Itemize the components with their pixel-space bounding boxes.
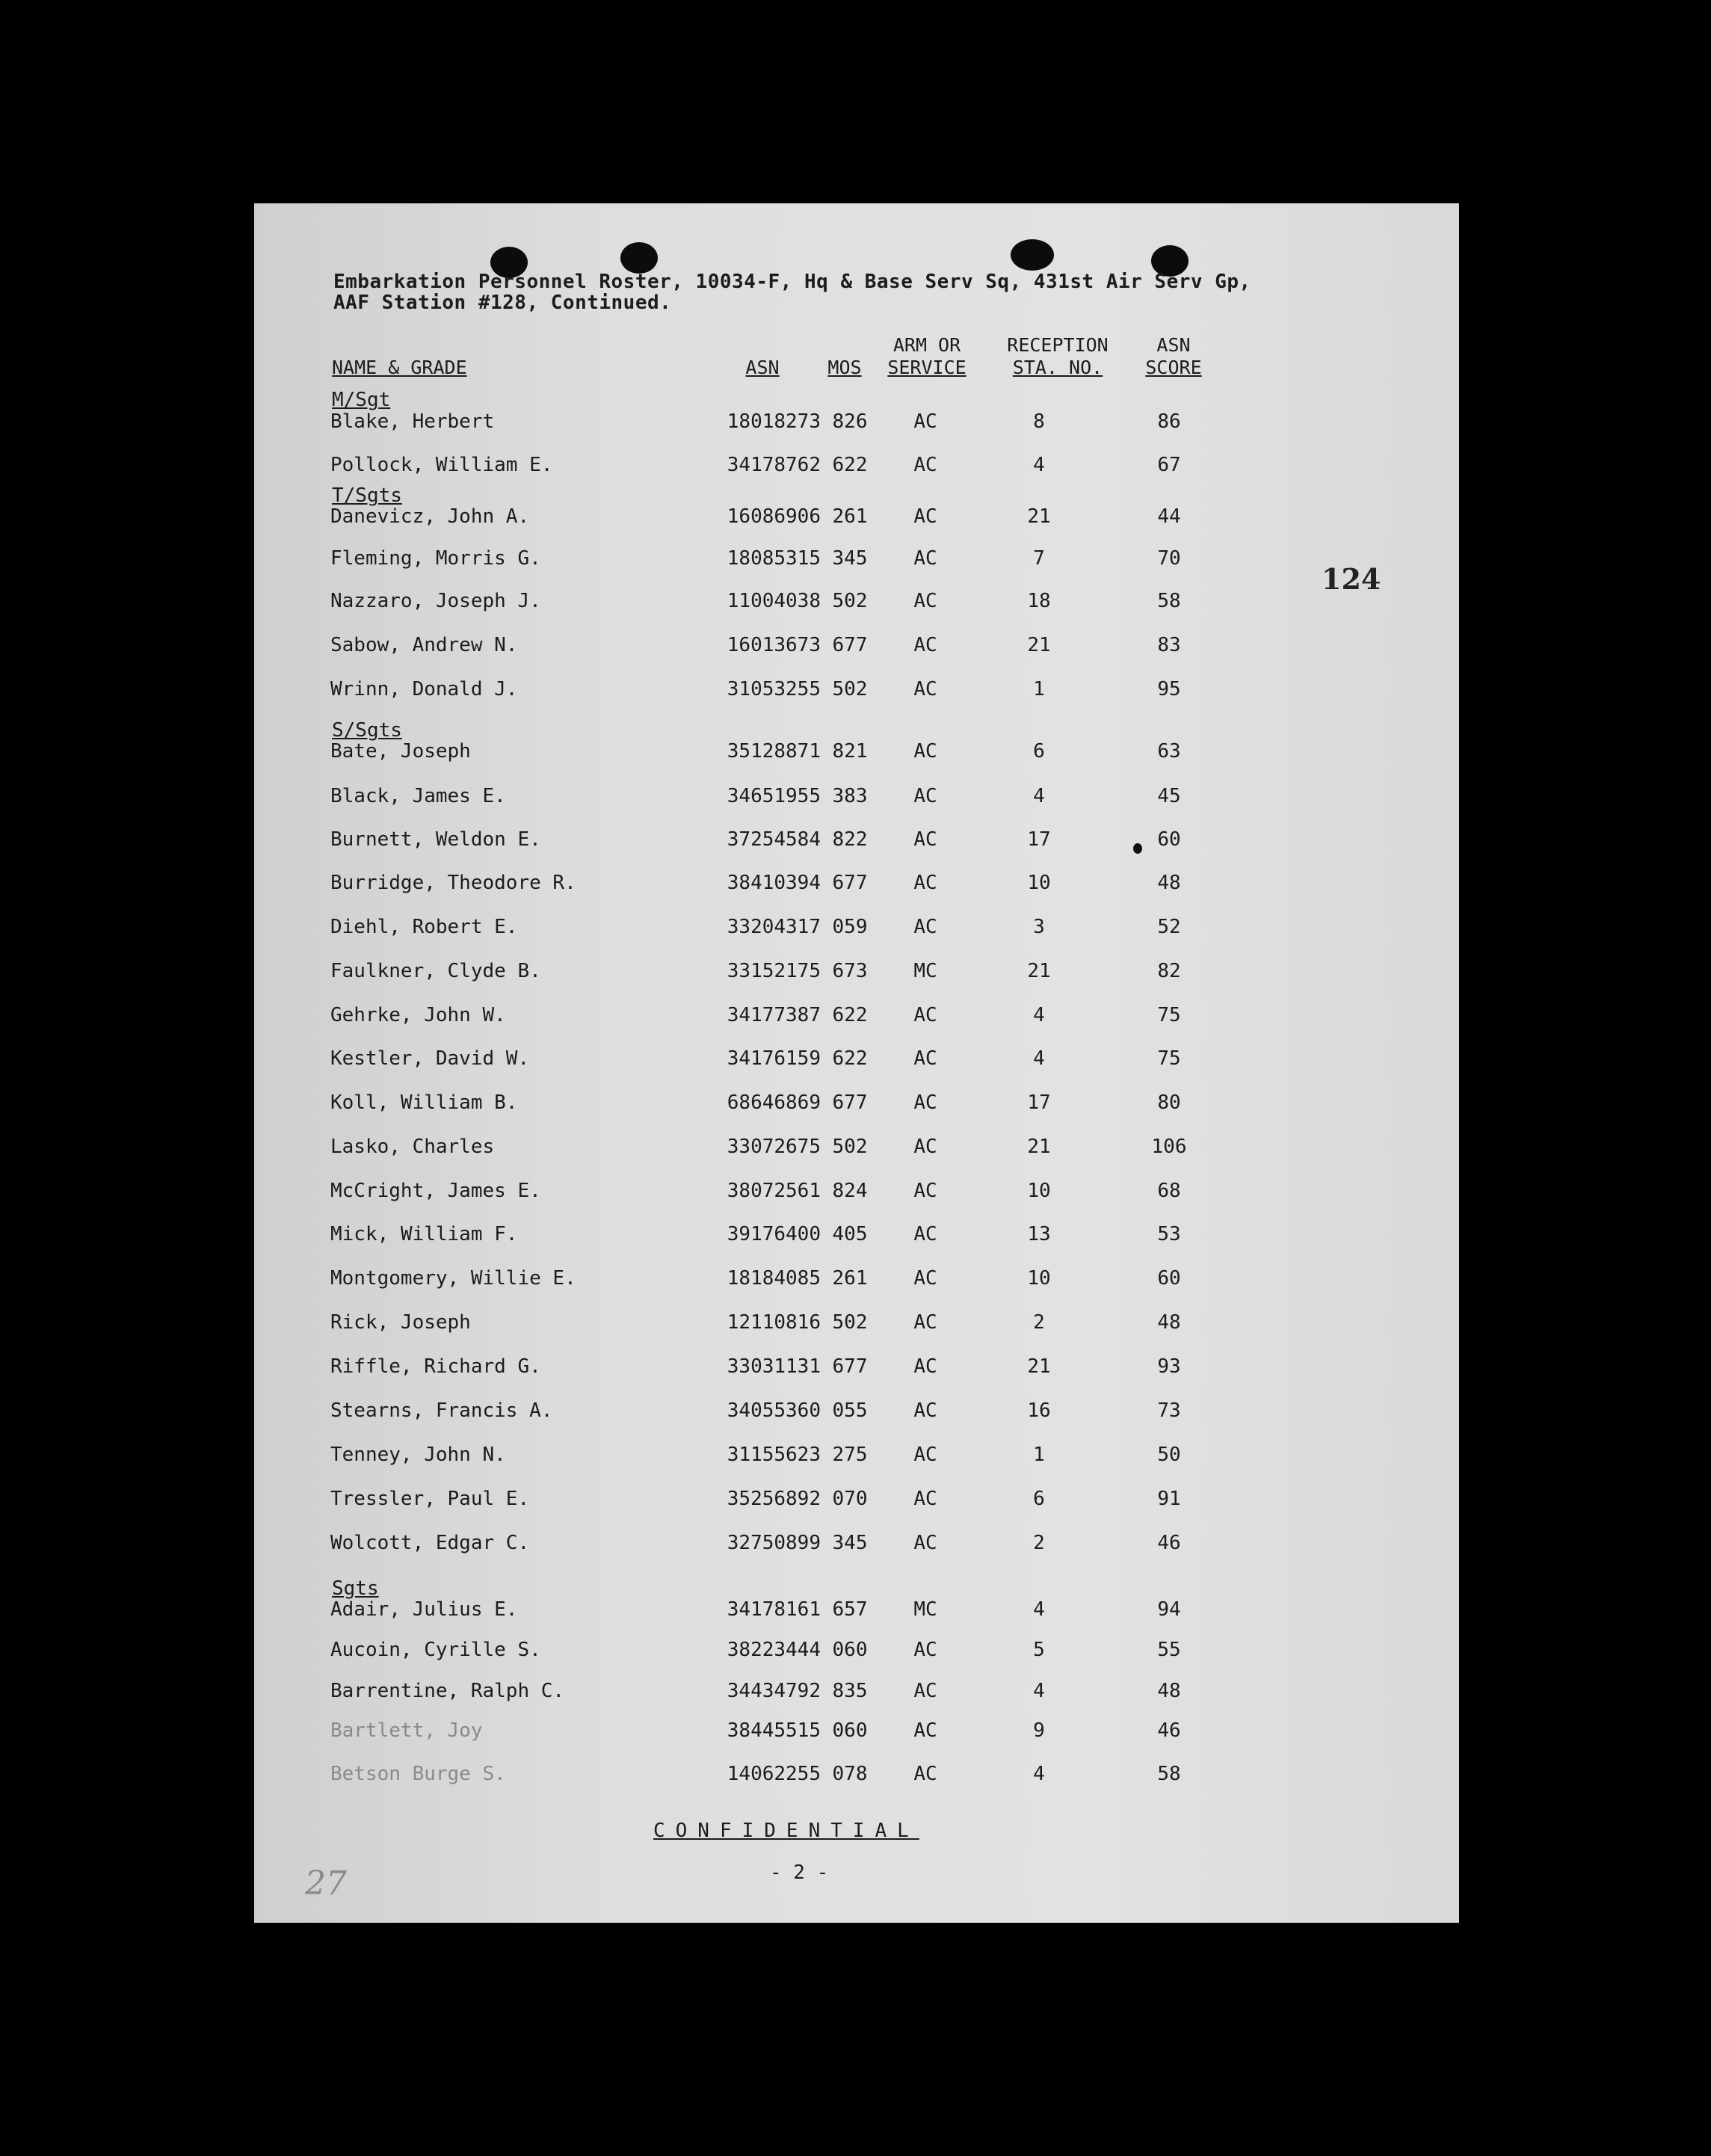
roster-row (254, 828, 1459, 854)
arm-or-service: AC (913, 1532, 937, 1554)
asn-score: 106 (1151, 1136, 1187, 1158)
asn-score: 48 (1157, 1680, 1181, 1702)
reception-station: 21 (1027, 505, 1051, 528)
mos-code: 622 (832, 454, 868, 476)
reception-station: 4 (1033, 1047, 1045, 1070)
roster-row (254, 1399, 1459, 1425)
arm-or-service: AC (913, 1047, 937, 1070)
reception-station: 16 (1027, 1399, 1051, 1422)
person-name: Blake, Herbert (330, 410, 495, 433)
asn-score: 82 (1157, 960, 1181, 982)
col-header-asn: ASN (745, 357, 780, 378)
arm-or-service: AC (913, 1488, 937, 1510)
arm-or-service: AC (913, 1223, 937, 1245)
arm-or-service: AC (913, 590, 937, 612)
reception-station: 9 (1033, 1719, 1045, 1742)
roster-row (254, 1091, 1459, 1117)
col-header-arm: ARM OR SERVICE (887, 334, 967, 378)
asn-number: 34178762 (727, 454, 821, 476)
reception-station: 21 (1027, 960, 1051, 982)
person-name: Aucoin, Cyrille S. (330, 1639, 541, 1661)
mos-code: 060 (832, 1719, 868, 1742)
arm-or-service: AC (913, 1311, 937, 1334)
mos-code: 345 (832, 547, 868, 570)
mos-code: 835 (832, 1680, 868, 1702)
mos-code: 060 (832, 1639, 868, 1661)
asn-number: 18085315 (727, 547, 821, 570)
roster-row (254, 1355, 1459, 1381)
person-name: Wrinn, Donald J. (330, 678, 518, 700)
asn-number: 34176159 (727, 1047, 821, 1070)
asn-number: 33072675 (727, 1136, 821, 1158)
reception-station: 4 (1033, 454, 1045, 476)
asn-number: 16013673 (727, 634, 821, 656)
reception-station: 4 (1033, 1004, 1045, 1026)
arm-or-service: AC (913, 1004, 937, 1026)
mos-code: 345 (832, 1532, 868, 1554)
roster-title-line-2: AAF Station #128, Continued. (333, 292, 672, 314)
mos-code: 821 (832, 740, 868, 763)
asn-score: 50 (1157, 1444, 1181, 1466)
asn-number: 35128871 (727, 740, 821, 763)
reception-station: 4 (1033, 1598, 1045, 1621)
arm-or-service: AC (913, 1444, 937, 1466)
roster-row (254, 740, 1459, 766)
roster-row (254, 547, 1459, 573)
mos-code: 261 (832, 505, 868, 528)
asn-score: 52 (1157, 916, 1181, 938)
arm-or-service: AC (913, 828, 937, 851)
person-name: Black, James E. (330, 785, 506, 807)
asn-score: 60 (1157, 828, 1181, 851)
asn-number: 38445515 (727, 1719, 821, 1742)
reception-station: 6 (1033, 740, 1045, 763)
roster-row (254, 960, 1459, 985)
roster-row (254, 1223, 1459, 1248)
reception-station: 1 (1033, 1444, 1045, 1466)
reception-station: 21 (1027, 634, 1051, 656)
reception-station: 13 (1027, 1223, 1051, 1245)
asn-number: 38072561 (727, 1180, 821, 1202)
mos-code: 622 (832, 1047, 868, 1070)
asn-number: 18018273 (727, 410, 821, 433)
reception-station: 4 (1033, 1763, 1045, 1785)
reception-station: 2 (1033, 1311, 1045, 1334)
mos-code: 405 (832, 1223, 868, 1245)
asn-number: 34434792 (727, 1680, 821, 1702)
arm-or-service: AC (913, 547, 937, 570)
roster-row (254, 1047, 1459, 1073)
asn-score: 73 (1157, 1399, 1181, 1422)
roster-row (254, 1532, 1459, 1557)
asn-number: 38223444 (727, 1639, 821, 1661)
asn-score: 80 (1157, 1091, 1181, 1114)
person-name: Koll, William B. (330, 1091, 518, 1114)
person-name: Nazzaro, Joseph J. (330, 590, 541, 612)
asn-score: 95 (1157, 678, 1181, 700)
asn-score: 94 (1157, 1598, 1181, 1621)
asn-number: 16086906 (727, 505, 821, 528)
asn-score: 58 (1157, 590, 1181, 612)
person-name: Fleming, Morris G. (330, 547, 541, 570)
person-name: Diehl, Robert E. (330, 916, 518, 938)
mos-code: 502 (832, 1311, 868, 1334)
reception-station: 21 (1027, 1355, 1051, 1378)
roster-row (254, 1598, 1459, 1624)
person-name: Rick, Joseph (330, 1311, 471, 1334)
asn-score: 70 (1157, 547, 1181, 570)
asn-score: 46 (1157, 1532, 1181, 1554)
person-name: Lasko, Charles (330, 1136, 495, 1158)
mos-code: 824 (832, 1180, 868, 1202)
col-header-reception: RECEPTION STA. NO. (1007, 334, 1109, 378)
person-name: Riffle, Richard G. (330, 1355, 541, 1378)
person-name: Burridge, Theodore R. (330, 872, 576, 894)
reception-station: 17 (1027, 828, 1051, 851)
asn-number: 14062255 (727, 1763, 821, 1785)
reception-station: 10 (1027, 1267, 1051, 1290)
asn-number: 11004038 (727, 590, 821, 612)
asn-number: 38410394 (727, 872, 821, 894)
asn-number: 12110816 (727, 1311, 821, 1334)
mos-code: 070 (832, 1488, 868, 1510)
document-page (254, 203, 1459, 1923)
mos-code: 622 (832, 1004, 868, 1026)
roster-row (254, 1719, 1459, 1745)
arm-or-service: AC (913, 1136, 937, 1158)
roster-row (254, 1004, 1459, 1029)
asn-score: 75 (1157, 1047, 1181, 1070)
asn-score: 68 (1157, 1180, 1181, 1202)
asn-number: 34177387 (727, 1004, 821, 1026)
asn-score: 48 (1157, 872, 1181, 894)
asn-score: 86 (1157, 410, 1181, 433)
person-name: Gehrke, John W. (330, 1004, 506, 1026)
asn-number: 31053255 (727, 678, 821, 700)
asn-number: 34651955 (727, 785, 821, 807)
reception-station: 5 (1033, 1639, 1045, 1661)
mos-code: 657 (832, 1598, 868, 1621)
asn-score: 45 (1157, 785, 1181, 807)
roster-row (254, 1488, 1459, 1513)
arm-or-service: AC (913, 1091, 937, 1114)
arm-or-service: AC (913, 1267, 937, 1290)
mos-code: 502 (832, 678, 868, 700)
reception-station: 4 (1033, 1680, 1045, 1702)
handwritten-number: 27 (305, 1864, 347, 1903)
roster-row (254, 1136, 1459, 1161)
grade-heading: M/Sgt (332, 389, 391, 411)
mos-code: 059 (832, 916, 868, 938)
arm-or-service: AC (913, 634, 937, 656)
person-name: Wolcott, Edgar C. (330, 1532, 530, 1554)
col-header-score: ASN SCORE (1145, 334, 1202, 378)
arm-or-service: AC (913, 1399, 937, 1422)
arm-or-service: MC (913, 960, 937, 982)
reception-station: 8 (1033, 410, 1045, 433)
arm-or-service: AC (913, 1180, 937, 1202)
reception-station: 1 (1033, 678, 1045, 700)
mos-code: 822 (832, 828, 868, 851)
person-name: Burnett, Weldon E. (330, 828, 541, 851)
mos-code: 078 (832, 1763, 868, 1785)
asn-number: 37254584 (727, 828, 821, 851)
person-name: Sabow, Andrew N. (330, 634, 518, 656)
mos-code: 502 (832, 1136, 868, 1158)
asn-number: 34055360 (727, 1399, 821, 1422)
asn-score: 67 (1157, 454, 1181, 476)
mos-code: 677 (832, 634, 868, 656)
roster-row (254, 1311, 1459, 1337)
stamp-number: 124 (1322, 562, 1381, 596)
mos-code: 673 (832, 960, 868, 982)
person-name: McCright, James E. (330, 1180, 541, 1202)
arm-or-service: AC (913, 678, 937, 700)
roster-row (254, 1267, 1459, 1293)
asn-score: 60 (1157, 1267, 1181, 1290)
reception-station: 7 (1033, 547, 1045, 570)
arm-or-service: AC (913, 785, 937, 807)
classification-marking: CONFIDENTIAL (653, 1820, 919, 1842)
roster-row (254, 1680, 1459, 1705)
arm-or-service: MC (913, 1598, 937, 1621)
asn-number: 35256892 (727, 1488, 821, 1510)
mos-code: 677 (832, 1355, 868, 1378)
arm-or-service: AC (913, 505, 937, 528)
roster-row (254, 1180, 1459, 1205)
arm-or-service: AC (913, 1680, 937, 1702)
roster-row (254, 634, 1459, 659)
page-number: - 2 - (770, 1861, 829, 1884)
asn-score: 48 (1157, 1311, 1181, 1334)
mos-code: 677 (832, 1091, 868, 1114)
asn-number: 68646869 (727, 1091, 821, 1114)
mos-code: 275 (832, 1444, 868, 1466)
arm-or-service: AC (913, 454, 937, 476)
col-header-name: NAME & GRADE (332, 357, 467, 378)
roster-row (254, 505, 1459, 531)
asn-number: 34178161 (727, 1598, 821, 1621)
asn-score: 83 (1157, 634, 1181, 656)
person-name: Adair, Julius E. (330, 1598, 518, 1621)
reception-station: 21 (1027, 1136, 1051, 1158)
arm-or-service: AC (913, 1639, 937, 1661)
asn-score: 63 (1157, 740, 1181, 763)
roster-row (254, 454, 1459, 479)
asn-score: 93 (1157, 1355, 1181, 1378)
asn-score: 55 (1157, 1639, 1181, 1661)
person-name: Mick, William F. (330, 1223, 518, 1245)
asn-number: 33152175 (727, 960, 821, 982)
person-name: Montgomery, Willie E. (330, 1267, 576, 1290)
asn-score: 53 (1157, 1223, 1181, 1245)
person-name: Stearns, Francis A. (330, 1399, 553, 1422)
person-name: Barrentine, Ralph C. (330, 1680, 565, 1702)
arm-or-service: AC (913, 1355, 937, 1378)
arm-or-service: AC (913, 1763, 937, 1785)
arm-or-service: AC (913, 872, 937, 894)
asn-number: 18184085 (727, 1267, 821, 1290)
asn-number: 33204317 (727, 916, 821, 938)
person-name: Danevicz, John A. (330, 505, 530, 528)
mos-code: 502 (832, 590, 868, 612)
person-name: Bate, Joseph (330, 740, 471, 763)
mos-code: 677 (832, 872, 868, 894)
asn-number: 33031131 (727, 1355, 821, 1378)
roster-row (254, 916, 1459, 941)
col-header-mos: MOS (827, 357, 862, 378)
reception-station: 4 (1033, 785, 1045, 807)
mos-code: 261 (832, 1267, 868, 1290)
asn-number: 39176400 (727, 1223, 821, 1245)
reception-station: 6 (1033, 1488, 1045, 1510)
roster-title-line-1: Embarkation Personnel Roster, 10034-F, Hq & Base Serv Sq, 431st Air Serv Gp, (333, 271, 1251, 293)
asn-score: 75 (1157, 1004, 1181, 1026)
person-name: Kestler, David W. (330, 1047, 530, 1070)
arm-or-service: AC (913, 410, 937, 433)
arm-or-service: AC (913, 1719, 937, 1742)
person-name: Tressler, Paul E. (330, 1488, 530, 1510)
roster-row (254, 590, 1459, 615)
person-name: Pollock, William E. (330, 454, 553, 476)
person-name: Betson Burge S. (330, 1763, 506, 1785)
roster-row (254, 872, 1459, 897)
mos-code: 383 (832, 785, 868, 807)
mos-code: 826 (832, 410, 868, 433)
arm-or-service: AC (913, 740, 937, 763)
reception-station: 10 (1027, 872, 1051, 894)
mos-code: 055 (832, 1399, 868, 1422)
roster-row (254, 785, 1459, 810)
roster-row (254, 410, 1459, 436)
reception-station: 2 (1033, 1532, 1045, 1554)
roster-row (254, 1639, 1459, 1664)
person-name: Faulkner, Clyde B. (330, 960, 541, 982)
asn-number: 32750899 (727, 1532, 821, 1554)
punch-hole (620, 242, 658, 274)
reception-station: 17 (1027, 1091, 1051, 1114)
reception-station: 10 (1027, 1180, 1051, 1202)
asn-score: 58 (1157, 1763, 1181, 1785)
asn-score: 91 (1157, 1488, 1181, 1510)
roster-row (254, 1763, 1459, 1788)
punch-hole (1011, 239, 1054, 271)
roster-row (254, 1444, 1459, 1469)
grade-heading: S/Sgts (332, 719, 402, 742)
asn-score: 46 (1157, 1719, 1181, 1742)
reception-station: 18 (1027, 590, 1051, 612)
person-name: Tenney, John N. (330, 1444, 506, 1466)
asn-number: 31155623 (727, 1444, 821, 1466)
person-name: Bartlett, Joy (330, 1719, 483, 1742)
grade-heading: T/Sgts (332, 484, 402, 507)
grade-heading: Sgts (332, 1577, 379, 1600)
asn-score: 44 (1157, 505, 1181, 528)
arm-or-service: AC (913, 916, 937, 938)
roster-row (254, 678, 1459, 703)
reception-station: 3 (1033, 916, 1045, 938)
